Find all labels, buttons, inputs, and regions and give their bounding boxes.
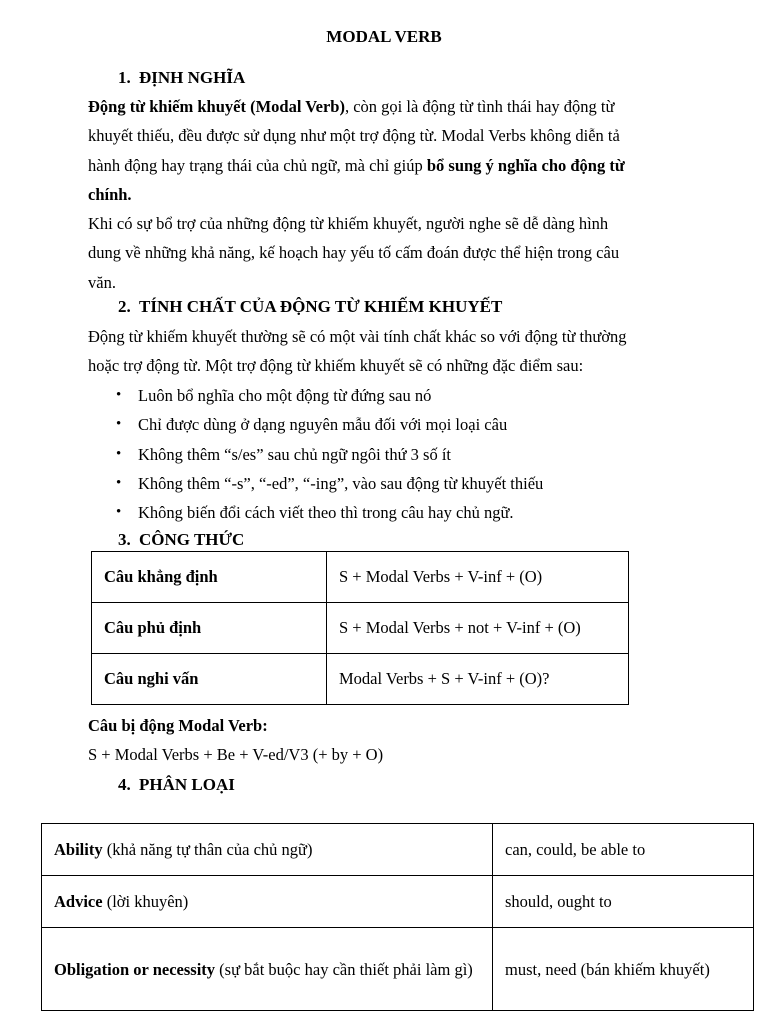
bullet-item: • Không thêm “-s”, “-ed”, “-ing”, vào sau động từ khuyết thiếu [88, 469, 543, 498]
sentence-type-cell: Câu phủ định [92, 603, 327, 654]
formula-cell: Modal Verbs + S + V-inf + (O)? [327, 654, 629, 705]
type-description: (sự bắt buộc hay cần thiết phải làm gì) [215, 959, 473, 979]
section-title: PHÂN LOẠI [139, 775, 235, 794]
text-line [88, 92, 708, 121]
section-title: CÔNG THỨC [139, 530, 245, 549]
section-title: TÍNH CHẤT CỦA ĐỘNG TỪ KHIẾM KHUYẾT [139, 297, 503, 316]
table-row [92, 603, 629, 654]
text-line [88, 151, 708, 180]
bullet-item: • Không biến đổi cách viết theo thì trong câu hay chủ ngữ. [88, 498, 543, 527]
text-run: , còn gọi là động từ tình thái hay động từ [344, 97, 615, 116]
examples-cell: should, ought to [493, 876, 754, 928]
properties-bullet-list [88, 381, 543, 527]
text-line: hoặc trợ động từ. Một trợ động từ khiếm khuyết sẽ có những đặc điểm sau: [88, 356, 584, 376]
type-description: (lời khuyên) [102, 892, 189, 911]
examples-cell: must, need (bán khiếm khuyết) [493, 928, 754, 1011]
section-number: 4. [118, 775, 131, 794]
section-title: ĐỊNH NGHĨA [139, 68, 246, 87]
properties-paragraph [88, 322, 708, 381]
type-term: Advice [54, 892, 103, 911]
type-term: Obligation or necessity [54, 959, 216, 979]
bold-term: Động từ khiếm khuyết (Modal Verb) [88, 97, 345, 116]
passive-formula: S + Modal Verbs + Be + V-ed/V3 (+ by + O) [88, 745, 384, 764]
table-row [92, 552, 629, 603]
section-number: 2. [118, 297, 131, 316]
formula-cell: S + Modal Verbs + V-inf + (O) [327, 552, 629, 603]
table-row [42, 876, 754, 928]
document-title: MODAL VERB [326, 27, 442, 46]
table-row [42, 928, 754, 1011]
type-cell [42, 824, 493, 876]
examples-cell: can, could, be able to [493, 824, 754, 876]
text-line: Khi có sự bổ trợ của những động từ khiếm khuyết, người nghe sẽ dễ dàng hình [88, 214, 609, 234]
type-cell [42, 876, 493, 928]
type-cell [42, 928, 493, 1011]
bold-phrase: chính. [88, 184, 132, 204]
passive-label: Câu bị động Modal Verb: [88, 716, 268, 735]
text-line: dung về những khả năng, kế hoạch hay yếu tố cấm đoán được thể hiện trong câu [88, 243, 620, 263]
table-row [42, 824, 754, 876]
bullet-item: • Chỉ được dùng ở dạng nguyên mẫu đối với mọi loại câu [88, 410, 543, 439]
type-term: Ability [54, 840, 103, 859]
section-heading-classification [118, 775, 235, 795]
type-description: (khả năng tự thân của chủ ngữ) [102, 840, 313, 859]
text-line: Động từ khiếm khuyết thường sẽ có một vài tính chất khác so với động từ thường [88, 327, 627, 346]
bullet-item: • Không thêm “s/es” sau chủ ngữ ngôi thứ 3 số ít [88, 440, 543, 469]
bold-phrase: bổ sung ý nghĩa cho động từ [426, 155, 625, 175]
definition-paragraph [88, 92, 708, 297]
section-heading-formula [118, 530, 244, 550]
formula-cell: S + Modal Verbs + not + V-inf + (O) [327, 603, 629, 654]
text-line: văn. [88, 272, 116, 292]
section-heading-properties [118, 297, 502, 317]
section-number: 3. [118, 530, 131, 549]
text-line: khuyết thiếu, đều được sử dụng như một trợ động từ. Modal Verbs không diễn tả [88, 126, 620, 146]
modal-types-table [41, 823, 754, 1011]
section-heading-definition [118, 68, 245, 88]
bullet-item: • Luôn bổ nghĩa cho một động từ đứng sau nó [88, 381, 543, 410]
sentence-type-cell: Câu khẳng định [92, 552, 327, 603]
formula-table [91, 551, 629, 705]
sentence-type-cell: Câu nghi vấn [92, 654, 327, 705]
section-number: 1. [118, 68, 131, 87]
table-row [92, 654, 629, 705]
text-run: hành động hay trạng thái của chủ ngữ, mà chỉ giúp [88, 155, 427, 175]
